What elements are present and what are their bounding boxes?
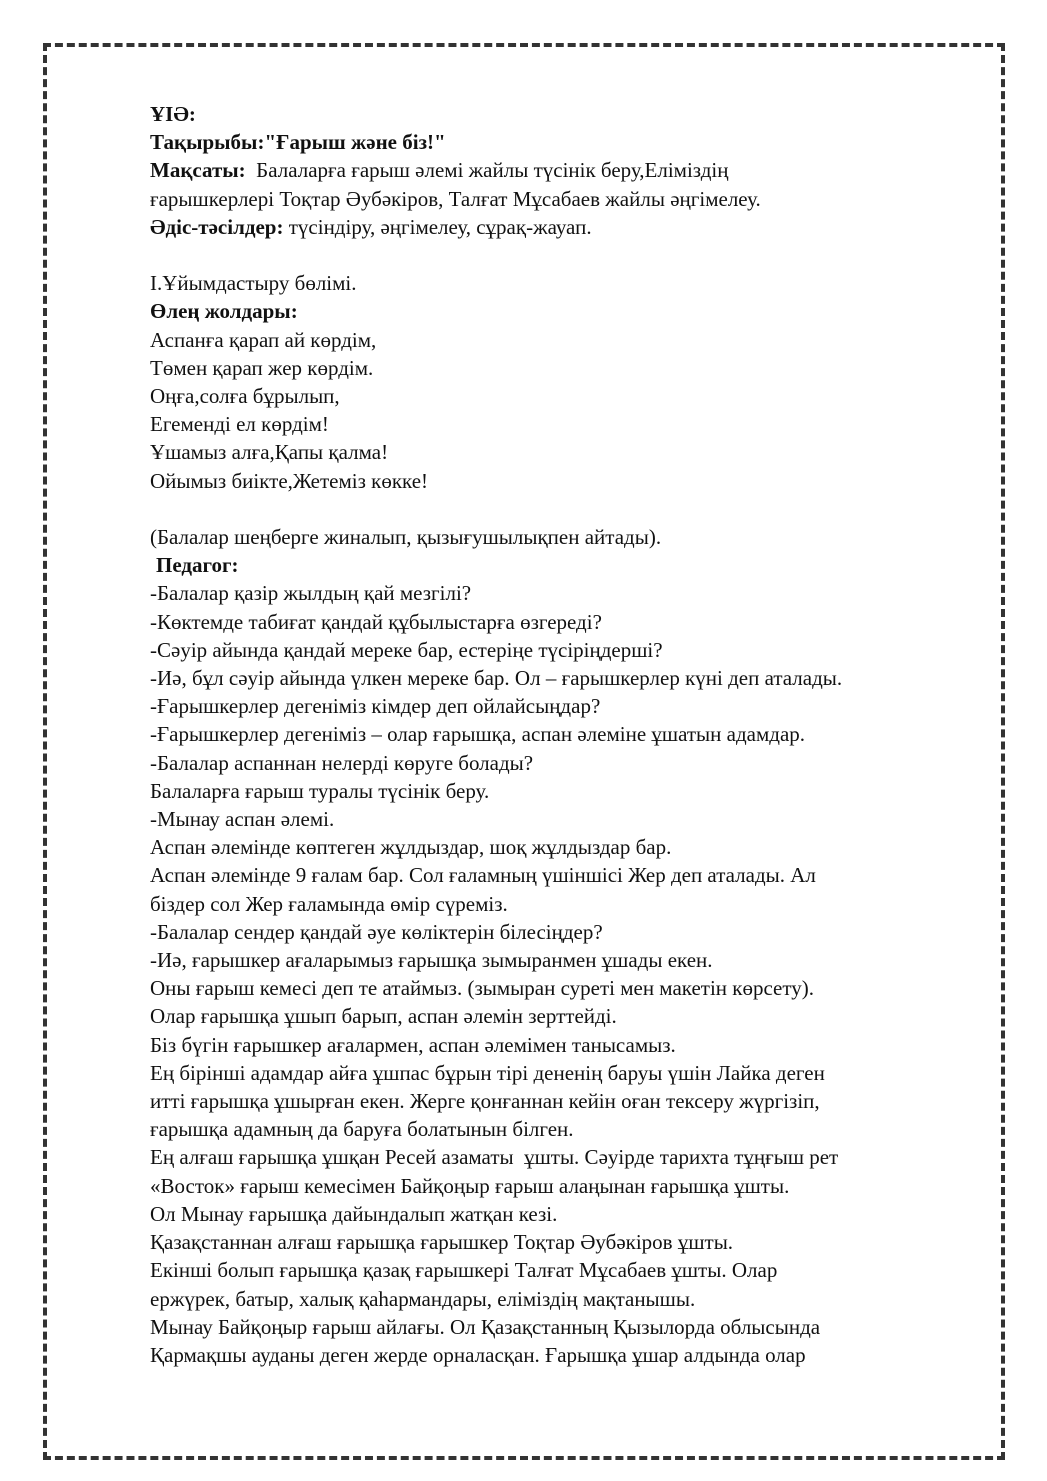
poem-line: Төмен қарап жер көрдім. [150, 355, 374, 380]
text-line: біздер сол Жер ғаламында өмір сүреміз. [150, 891, 508, 916]
poem-line: Егеменді ел көрдім! [150, 412, 329, 437]
topic-line [150, 128, 980, 156]
methods-line [150, 213, 980, 241]
text-line: -Балалар аспаннан нелерді көруге болады? [150, 750, 534, 775]
text-line: Қармақшы ауданы деген жерде орналасқан. Ғарышқа ұшар алдында олар [150, 1342, 806, 1367]
text-line: Ең алғаш ғарышқа ұшқан Ресей азаматы ұшты. Сәуірде тарихта тұңғыш рет [150, 1145, 839, 1170]
text-line: Балаларға ғарыш туралы түсінік беру. [150, 778, 490, 803]
poem-line: Аспанға қарап ай көрдім, [150, 327, 377, 352]
text-line: -Балалар сендер қандай әуе көліктерін білесіңдер? [150, 919, 603, 944]
topic-value: "Ғарыш және біз!" [264, 130, 446, 155]
text-line: Мынау Байқоңыр ғарыш айлағы. Ол Қазақстанның Қызылорда облысында [150, 1314, 821, 1339]
poem-line: Ұшамыз алға,Қапы қалма! [150, 440, 389, 465]
text-line: ержүрек, батыр, халық қаһармандары, еліміздің мақтанышы. [150, 1286, 696, 1311]
text-line: -Мынау аспан әлемі. [150, 807, 335, 832]
doc-heading-uia: ҰІӘ: [150, 102, 196, 126]
text-line: Біз бүгін ғарышкер ағалармен, аспан әлемімен танысамыз. [150, 1032, 676, 1057]
text-line: Екінші болып ғарышқа қазақ ғарышкері Талғат Мұсабаев ұшты. Олар [150, 1258, 778, 1283]
poem-line: Оңға,солға бұрылып, [150, 384, 340, 409]
spacer [150, 495, 980, 523]
text-line: -Ғарышкерлер дегеніміз – олар ғарышқа, аспан әлеміне ұшатын адамдар. [150, 722, 806, 747]
text-line: Ең бірінші адамдар айға ұшпас бұрын тірі дененің баруы үшін Лайка деген [150, 1060, 825, 1085]
text-line: Оны ғарыш кемесі деп те атаймыз. (зымыран суреті мен макетін көрсету). [150, 976, 815, 1001]
section-title: І.Ұйымдастыру бөлімі. [150, 271, 357, 296]
text-line: -Иә, бұл сәуір айында үлкен мереке бар. Ол – ғарышкерлер күні деп аталады. [150, 666, 843, 691]
teacher-label: Педагог: [156, 553, 239, 578]
text-line: -Балалар қазір жылдың қай мезгілі? [150, 581, 472, 606]
text-line: -Ғарышкерлер дегеніміз кімдер деп ойлайсыңдар? [150, 694, 601, 719]
body-text [150, 579, 980, 1369]
text-line: -Көктемде табиғат қандай құбылыстарға өзгереді? [150, 609, 602, 634]
poem-label: Өлең жолдары: [150, 299, 298, 324]
document-body [150, 100, 980, 1369]
methods-value: түсіндіру, әңгімелеу, сұрақ-жауап. [283, 214, 592, 239]
goal-line-2: ғарышкерлері Тоқтар Әубәкіров, Талғат Мұсабаев жайлы әңгімелеу. [150, 186, 761, 211]
text-line: ғарышқа адамның да баруға болатынын білген. [150, 1117, 574, 1142]
text-line: Ол Мынау ғарышқа дайындалып жатқан кезі. [150, 1201, 558, 1226]
goal-label: Мақсаты: [150, 158, 246, 183]
stage-note: (Балалар шеңберге жиналып, қызығушылықпен айтады). [150, 525, 662, 550]
text-line: -Сәуір айында қандай мереке бар, естеріңе түсіріңдерші? [150, 637, 663, 662]
goal-text-1: Балаларға ғарыш әлемі жайлы түсінік беру,Еліміздің [245, 158, 729, 183]
goal-line-1 [150, 156, 980, 184]
topic-label: Тақырыбы: [150, 130, 265, 155]
poem-line: Ойымыз биікте,Жетеміз көкке! [150, 468, 429, 493]
methods-label: Әдіс-тәсілдер: [150, 214, 284, 239]
text-line: итті ғарышқа ұшырған екен. Жерге қонғаннан кейін оған тексеру жүргізіп, [150, 1089, 820, 1114]
text-line: Аспан әлемінде 9 ғалам бар. Сол ғаламның үшіншісі Жер деп аталады. Ал [150, 863, 816, 888]
text-line: Олар ғарышқа ұшып барып, аспан әлемін зерттейді. [150, 1004, 617, 1029]
text-line: Қазақстаннан алғаш ғарышқа ғарышкер Тоқтар Әубәкіров ұшты. [150, 1230, 734, 1255]
text-line: Аспан әлемінде көптеген жұлдыздар, шоқ жұлдыздар бар. [150, 835, 672, 860]
text-line: -Иә, ғарышкер ағаларымыз ғарышқа зымыранмен ұшады екен. [150, 948, 713, 973]
text-line: «Восток» ғарыш кемесімен Байқоңыр ғарыш алаңынан ғарышқа ұшты. [150, 1173, 790, 1198]
spacer [150, 241, 980, 269]
poem [150, 326, 980, 495]
